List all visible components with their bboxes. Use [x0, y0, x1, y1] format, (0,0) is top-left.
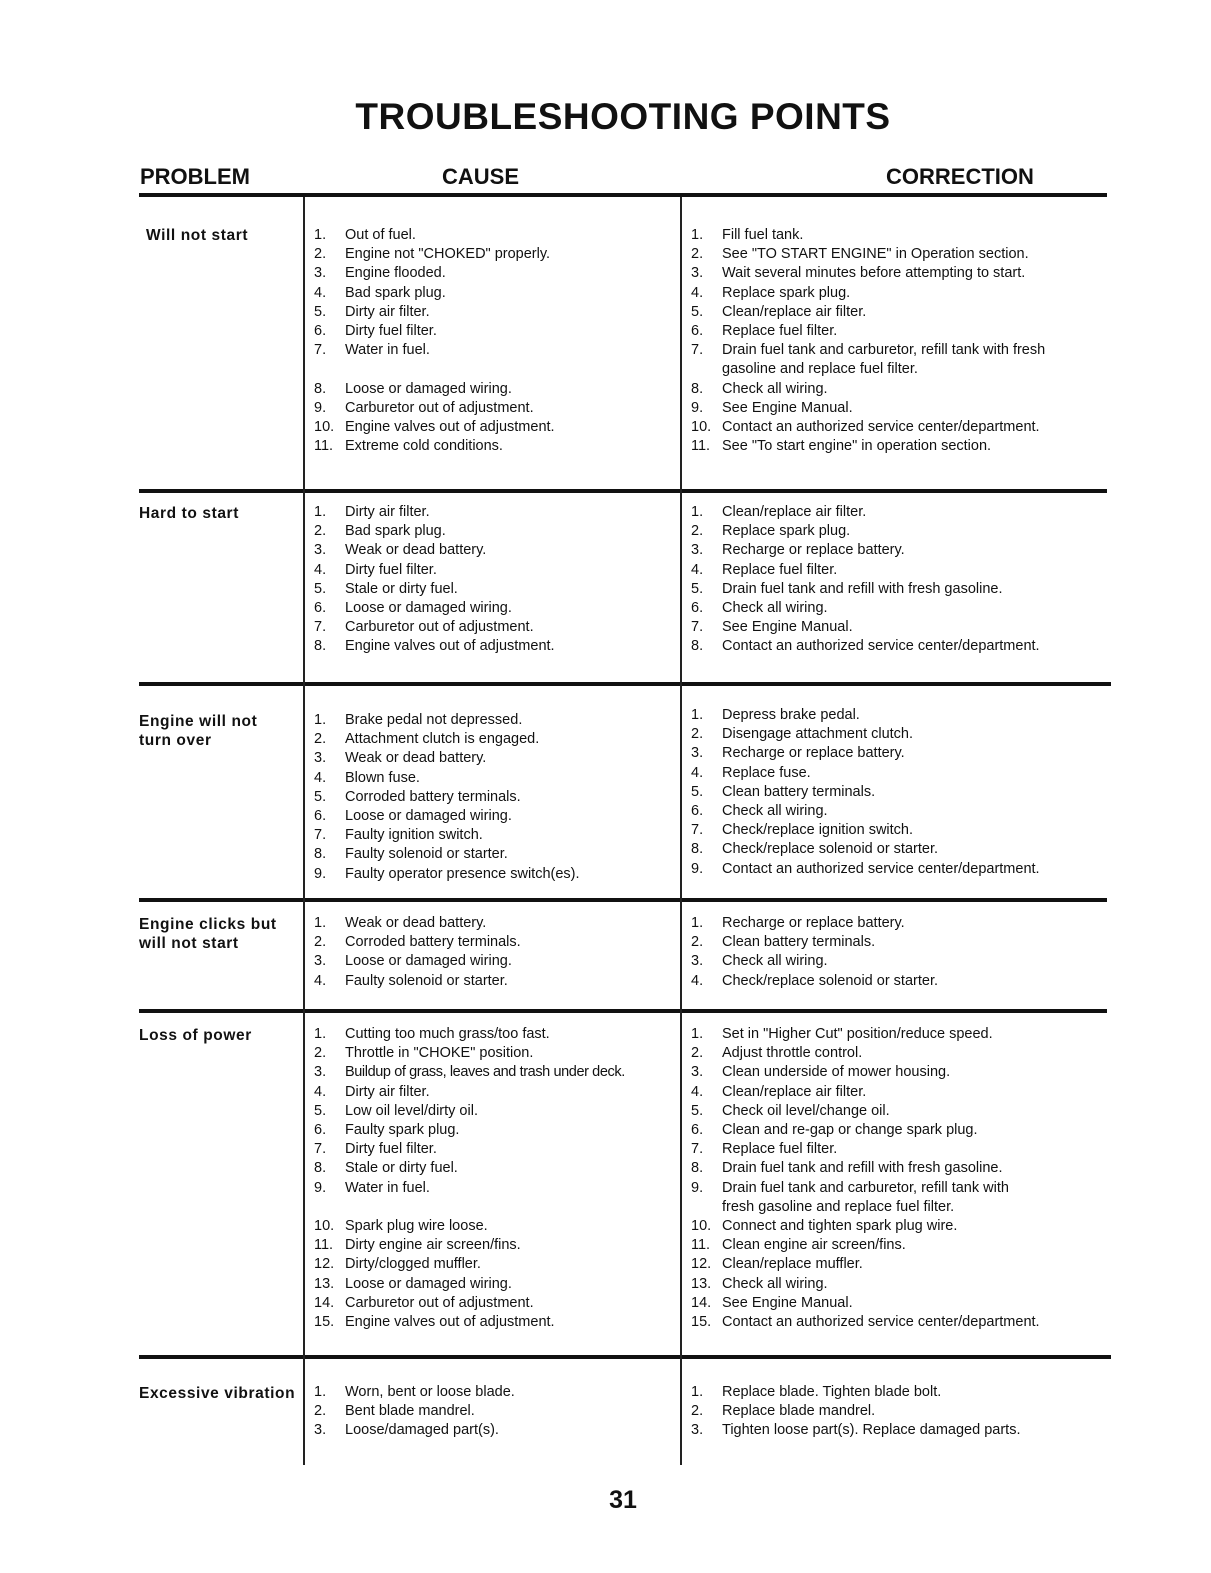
- list-item: 1. Out of fuel.: [314, 227, 416, 243]
- problem-label: Loss of power: [139, 1027, 252, 1044]
- list-item: 15. Contact an authorized service center/department.: [691, 1314, 1040, 1331]
- list-item: 4. Check/replace solenoid or starter.: [691, 972, 938, 989]
- list-item: 2. Attachment clutch is engaged.: [314, 731, 540, 748]
- list-item: 7. Replace fuel filter.: [691, 1141, 838, 1158]
- list-item: 3. Engine flooded.: [314, 265, 446, 282]
- list-item: 2. Engine not "CHOKED" properly.: [314, 246, 551, 263]
- list-item: 2. Corroded battery terminals.: [314, 934, 521, 951]
- list-item: 6. Dirty fuel filter.: [314, 323, 437, 340]
- list-item: 1. Recharge or replace battery.: [691, 915, 905, 931]
- correction-list: [691, 706, 1101, 879]
- problem-column-header: PROBLEM: [140, 164, 250, 189]
- list-item: 1. Dirty air filter.: [314, 504, 430, 520]
- problem-label: Excessive vibration: [139, 1385, 296, 1402]
- list-item: 9. See Engine Manual.: [691, 399, 853, 416]
- list-item: 5. Clean/replace air filter.: [691, 303, 867, 320]
- correction-list: [691, 1383, 1101, 1441]
- list-item: 1. Fill fuel tank.: [691, 227, 804, 243]
- column-divider: [680, 197, 682, 1465]
- list-item: 1. Depress brake pedal.: [691, 707, 860, 723]
- header-rule: [139, 193, 1107, 197]
- list-item: 13. Check all wiring.: [691, 1275, 828, 1292]
- list-item: 4. Replace fuel filter.: [691, 561, 838, 578]
- list-item: 1. Brake pedal not depressed.: [314, 712, 523, 728]
- list-item: 9. Faulty operator presence switch(es).: [314, 865, 580, 882]
- list-item: 2. Clean battery terminals.: [691, 934, 876, 951]
- list-item: 3. Clean underside of mower housing.: [691, 1064, 951, 1081]
- list-item: 8. Loose or damaged wiring.: [314, 380, 512, 397]
- list-item: 8. Contact an authorized service center/department.: [691, 638, 1040, 655]
- list-item: 2. Replace spark plug.: [691, 523, 851, 540]
- list-item: 9. Contact an authorized service center/department.: [691, 860, 1040, 877]
- list-item: 11. See "To start engine" in operation section.: [691, 438, 992, 455]
- row-divider: [139, 682, 1111, 686]
- list-item: 6. Faulty spark plug.: [314, 1122, 460, 1139]
- list-item: 2. Bad spark plug.: [314, 523, 446, 540]
- list-item: 1. Set in "Higher Cut" position/reduce speed.: [691, 1026, 993, 1042]
- list-item: 4. Faulty solenoid or starter.: [314, 972, 508, 989]
- list-item: 6. Check all wiring.: [691, 600, 828, 617]
- list-item: 1. Weak or dead battery.: [314, 915, 487, 931]
- list-item: 3. Weak or dead battery.: [314, 750, 487, 767]
- list-item: 4. Dirty fuel filter.: [314, 561, 437, 578]
- cause-list: [314, 226, 674, 456]
- list-item: 6. Check all wiring.: [691, 803, 828, 820]
- list-item: 5. Dirty air filter.: [314, 303, 430, 320]
- list-item: 3. Loose or damaged wiring.: [314, 953, 512, 970]
- list-item: 14. See Engine Manual.: [691, 1294, 853, 1311]
- row-divider: [139, 1009, 1107, 1013]
- row-divider: [139, 898, 1107, 902]
- list-item: 3. Wait several minutes before attempting to start.: [691, 265, 1026, 282]
- cause-list: [314, 503, 674, 657]
- list-item: 2. See "TO START ENGINE" in Operation section.: [691, 246, 1029, 263]
- list-item: 6. Replace fuel filter.: [691, 323, 838, 340]
- cause-list: [314, 711, 674, 884]
- list-item: 7. Dirty fuel filter.: [314, 1141, 437, 1158]
- list-item: 1. Clean/replace air filter.: [691, 504, 867, 520]
- list-item: 2. Replace blade mandrel.: [691, 1403, 876, 1420]
- list-item: 2. Throttle in "CHOKE" position.: [314, 1045, 534, 1062]
- cause-list: [314, 1383, 674, 1441]
- list-item: 10. Engine valves out of adjustment.: [314, 419, 555, 436]
- list-item: 7. Water in fuel.: [314, 342, 430, 359]
- list-item: 3. Check all wiring.: [691, 953, 828, 970]
- problem-label: Engine clicks but will not start: [139, 916, 277, 952]
- list-item: 14. Carburetor out of adjustment.: [314, 1294, 534, 1311]
- list-item: 11. Clean engine air screen/fins.: [691, 1237, 906, 1254]
- list-item: 3. Buildup of grass, leaves and trash under deck.: [314, 1064, 625, 1081]
- list-item: 6. Loose or damaged wiring.: [314, 808, 512, 825]
- correction-list: [691, 914, 1101, 991]
- list-item: 5. Clean battery terminals.: [691, 783, 876, 800]
- correction-list: [691, 503, 1101, 657]
- list-item: 8. Engine valves out of adjustment.: [314, 638, 555, 655]
- list-item: 10. Connect and tighten spark plug wire.: [691, 1218, 958, 1235]
- list-item: 8. Drain fuel tank and refill with fresh gasoline.: [691, 1160, 1003, 1177]
- cause-list: [314, 914, 674, 991]
- list-item: 4. Bad spark plug.: [314, 284, 446, 301]
- problem-label: Hard to start: [139, 505, 239, 522]
- list-item: 8. Faulty solenoid or starter.: [314, 846, 508, 863]
- list-item: 9. Carburetor out of adjustment.: [314, 399, 534, 416]
- list-item: 13. Loose or damaged wiring.: [314, 1275, 512, 1292]
- cause-column-header: CAUSE: [442, 164, 520, 189]
- list-item: 1. Cutting too much grass/too fast.: [314, 1026, 550, 1042]
- row-divider: [139, 1355, 1111, 1359]
- list-item: 2. Disengage attachment clutch.: [691, 726, 914, 743]
- list-item: 7. Check/replace ignition switch.: [691, 822, 914, 839]
- list-item: 2. Adjust throttle control.: [691, 1045, 863, 1062]
- page-title: TROUBLESHOOTING POINTS: [355, 96, 891, 137]
- list-item: 4. Blown fuse.: [314, 769, 420, 786]
- list-item: 3. Tighten loose part(s). Replace damaged parts.: [691, 1422, 1021, 1439]
- correction-column-header: CORRECTION: [886, 164, 1034, 189]
- list-item: 9. Water in fuel.: [314, 1179, 430, 1196]
- list-item: 7. See Engine Manual.: [691, 619, 853, 636]
- list-item: 4. Clean/replace air filter.: [691, 1083, 867, 1100]
- list-item: 10. Contact an authorized service center/department.: [691, 419, 1040, 436]
- correction-list: [691, 226, 1101, 456]
- list-item: 5. Check oil level/change oil.: [691, 1102, 890, 1119]
- list-item: 8. Stale or dirty fuel.: [314, 1160, 458, 1177]
- list-item: 5. Drain fuel tank and refill with fresh gasoline.: [691, 580, 1003, 597]
- list-item: 4. Dirty air filter.: [314, 1083, 430, 1100]
- list-item: 10. Spark plug wire loose.: [314, 1218, 488, 1235]
- list-item: 4. Replace spark plug.: [691, 284, 851, 301]
- list-item: 11. Dirty engine air screen/fins.: [314, 1237, 521, 1254]
- list-item: 8. Check/replace solenoid or starter.: [691, 841, 938, 858]
- list-item: 5. Stale or dirty fuel.: [314, 580, 458, 597]
- list-item: 12. Dirty/clogged muffler.: [314, 1256, 481, 1273]
- list-item: 3. Recharge or replace battery.: [691, 542, 905, 559]
- list-item: 7. Carburetor out of adjustment.: [314, 619, 534, 636]
- list-item: 2. Bent blade mandrel.: [314, 1403, 475, 1420]
- list-item: 12. Clean/replace muffler.: [691, 1256, 863, 1273]
- page-number: 31: [609, 1486, 637, 1514]
- row-divider: [139, 489, 1107, 493]
- list-item: 3. Recharge or replace battery.: [691, 745, 905, 762]
- list-item: 11. Extreme cold conditions.: [314, 438, 503, 455]
- cause-list: [314, 1025, 674, 1332]
- list-item: 8. Check all wiring.: [691, 380, 828, 397]
- list-item: 7. Drain fuel tank and carburetor, refill tank with fresh gasoline and replace fuel filter.: [691, 342, 1046, 378]
- list-item: 3. Loose/damaged part(s).: [314, 1422, 499, 1439]
- problem-label: Will not start: [146, 227, 249, 244]
- list-item: 1. Worn, bent or loose blade.: [314, 1384, 515, 1400]
- list-item: 15. Engine valves out of adjustment.: [314, 1314, 555, 1331]
- list-item: 6. Clean and re-gap or change spark plug.: [691, 1122, 978, 1139]
- problem-label: Engine will not turn over: [139, 713, 258, 749]
- list-item: 7. Faulty ignition switch.: [314, 827, 483, 844]
- list-item: 5. Corroded battery terminals.: [314, 788, 521, 805]
- list-item: 1. Replace blade. Tighten blade bolt.: [691, 1384, 942, 1400]
- list-item: 3. Weak or dead battery.: [314, 542, 487, 559]
- list-item: 5. Low oil level/dirty oil.: [314, 1102, 478, 1119]
- column-divider: [303, 197, 305, 1465]
- list-item: 6. Loose or damaged wiring.: [314, 600, 512, 617]
- list-item: 4. Replace fuse.: [691, 764, 811, 781]
- list-item: 9. Drain fuel tank and carburetor, refill tank with fresh gasoline and replace fuel filter.: [691, 1179, 1009, 1215]
- correction-list: [691, 1025, 1101, 1332]
